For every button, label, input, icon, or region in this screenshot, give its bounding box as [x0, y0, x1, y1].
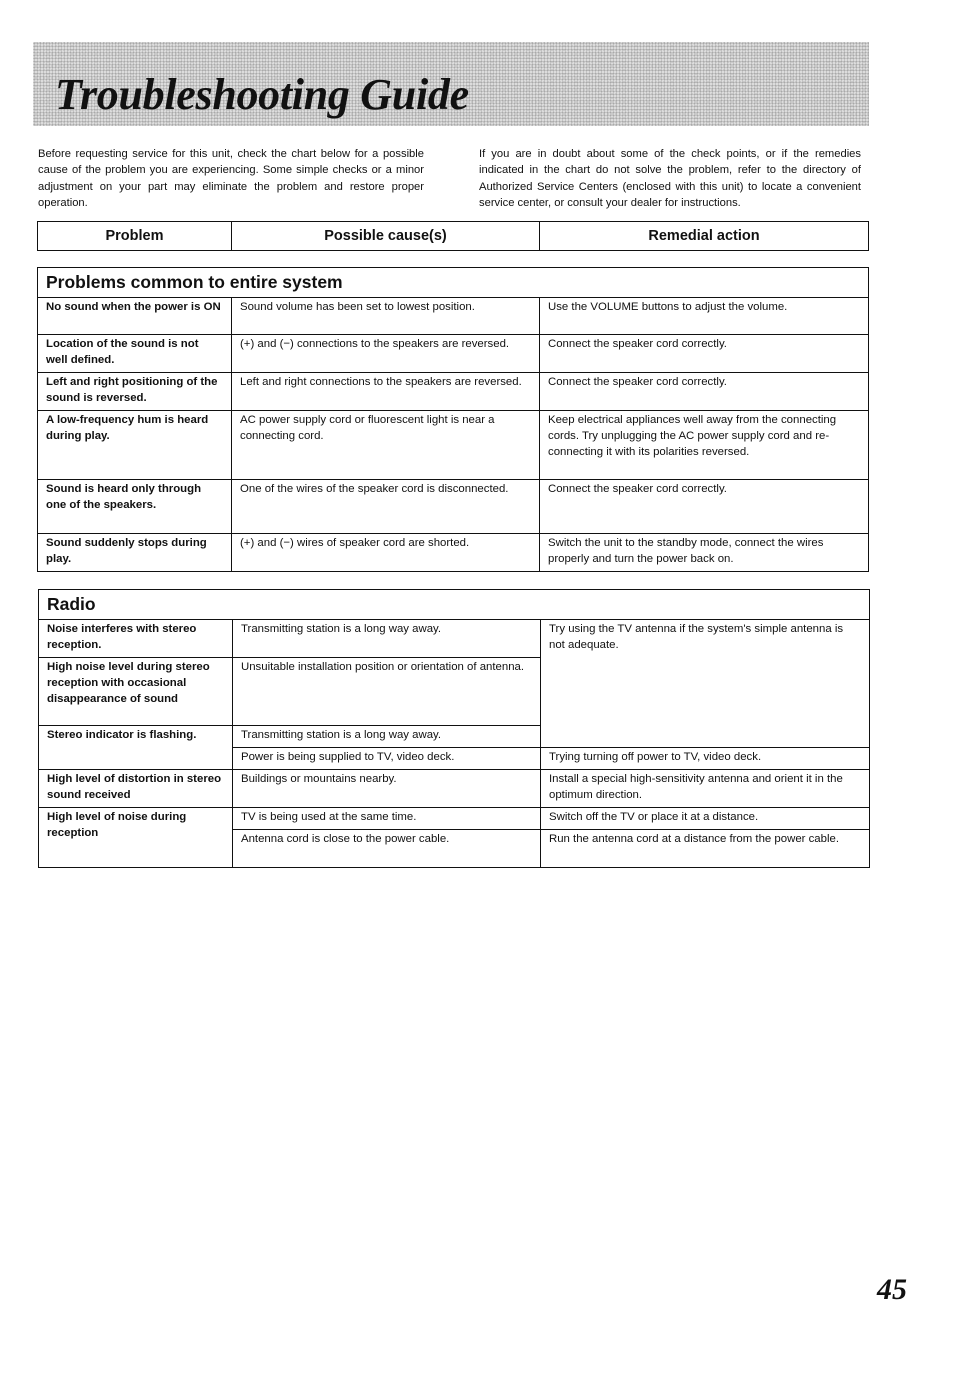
action-cell: Connect the speaker cord correctly. [540, 335, 869, 373]
cause-cell: Sound volume has been set to lowest position. [232, 298, 540, 335]
problem-cell: Noise interferes with stereo reception. [39, 620, 233, 658]
action-cell: Run the antenna cord at a distance from the power cable. [541, 830, 870, 868]
header-cause: Possible cause(s) [232, 222, 540, 251]
section-title: Radio [39, 590, 870, 620]
table-row [38, 298, 869, 335]
page-number: 45 [877, 1273, 907, 1306]
table-row [38, 480, 869, 534]
problem-cell: Stereo indicator is flashing. [39, 726, 233, 770]
cause-cell: Left and right connections to the speakers are reversed. [232, 373, 540, 411]
table-row [39, 770, 870, 808]
header-action: Remedial action [540, 222, 869, 251]
action-cell: Install a special high-sensitivity antenna and orient it in the optimum direction. [541, 770, 870, 808]
cause-cell: (+) and (−) wires of speaker cord are shorted. [232, 534, 540, 572]
action-cell: Switch off the TV or place it at a distance. [541, 808, 870, 830]
table-row [38, 335, 869, 373]
problem-cell: High level of distortion in stereo sound received [39, 770, 233, 808]
problem-cell: Location of the sound is not well defined. [38, 335, 232, 373]
action-cell: Keep electrical appliances well away from the connecting cords. Try unplugging the AC power supply cord and re-connecting it with its polarities reversed. [540, 411, 869, 480]
problem-cell: Sound suddenly stops during play. [38, 534, 232, 572]
action-cell: Use the VOLUME buttons to adjust the volume. [540, 298, 869, 335]
table-row [39, 620, 870, 658]
column-header-table [37, 221, 869, 251]
cause-cell: Unsuitable installation position or orientation of antenna. [233, 658, 541, 726]
cause-cell: Antenna cord is close to the power cable. [233, 830, 541, 868]
cause-cell: Buildings or mountains nearby. [233, 770, 541, 808]
section-radio [38, 589, 870, 868]
cause-cell: AC power supply cord or fluorescent light is near a connecting cord. [232, 411, 540, 480]
action-cell: Connect the speaker cord correctly. [540, 373, 869, 411]
table-row [38, 534, 869, 572]
problem-cell: High level of noise during reception [39, 808, 233, 868]
intro-left: Before requesting service for this unit, check the chart below for a possible cause of the problem you are experiencing. Some simple checks or a minor adjustment on your part may eliminate the problem and restore proper operation. [38, 148, 424, 209]
action-cell: Switch the unit to the standby mode, connect the wires properly and turn the power back on. [540, 534, 869, 572]
section-entire-system [37, 267, 869, 572]
action-cell: Try using the TV antenna if the system's simple antenna is not adequate. [541, 620, 870, 748]
cause-cell: (+) and (−) connections to the speakers are reversed. [232, 335, 540, 373]
problem-cell: A low-frequency hum is heard during play. [38, 411, 232, 480]
table-row [38, 411, 869, 480]
table-row [38, 373, 869, 411]
table-row [39, 808, 870, 830]
cause-cell: Transmitting station is a long way away. [233, 726, 541, 748]
cause-cell: Transmitting station is a long way away. [233, 620, 541, 658]
problem-cell: High noise level during stereo reception with occasional disappearance of sound [39, 658, 233, 726]
page-title: Troubleshooting Guide [55, 70, 469, 119]
header-problem: Problem [38, 222, 232, 251]
intro-right: If you are in doubt about some of the check points, or if the remedies indicated in the chart do not solve the problem, refer to the directory of Authorized Service Centers (enclosed with this unit) to locate a convenient service center, or consult your dealer for instructions. [479, 148, 861, 209]
cause-cell: Power is being supplied to TV, video deck. [233, 748, 541, 770]
problem-cell: Sound is heard only through one of the speakers. [38, 480, 232, 534]
cause-cell: One of the wires of the speaker cord is disconnected. [232, 480, 540, 534]
problem-cell: No sound when the power is ON [38, 298, 232, 335]
action-cell: Connect the speaker cord correctly. [540, 480, 869, 534]
section-title: Problems common to entire system [38, 268, 869, 298]
cause-cell: TV is being used at the same time. [233, 808, 541, 830]
problem-cell: Left and right positioning of the sound is reversed. [38, 373, 232, 411]
action-cell: Trying turning off power to TV, video deck. [541, 748, 870, 770]
